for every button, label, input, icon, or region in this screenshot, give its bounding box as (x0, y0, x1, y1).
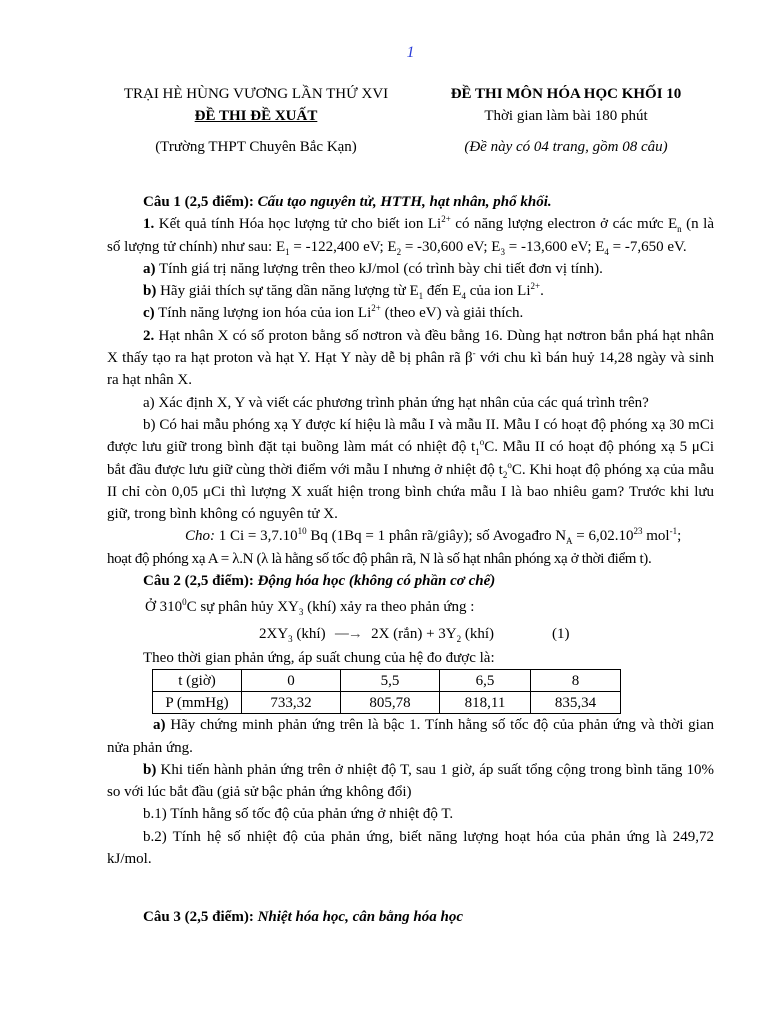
q2-table-intro: Theo thời gian phản ứng, áp suất chung của hệ đo được là: (143, 649, 495, 666)
given-text: Bq (1Bq = 1 phân rã/giây); số Avogađro N (310, 528, 567, 545)
pressure-table (152, 669, 621, 714)
q2-intro (107, 596, 714, 618)
item-label: b) (143, 283, 157, 300)
item-text: C. Khi hoạt độ phóng xạ của mẫu II chỉ còn 0,05 μCi thì lượng X xuất hiện trong bình chứa mẫu I là bao nhiêu gam? Trước khi lưu giữ, trong bình không có nguyên tử X. (107, 461, 714, 523)
table-cell: 805,78 (341, 692, 440, 714)
avogadro-sub: A (566, 536, 573, 547)
level-sub: 3 (500, 246, 505, 257)
reaction-arrow-icon: ⎯⎯→ (334, 625, 362, 642)
school-name: (Trường THPT Chuyên Bắc Kạn) (155, 139, 357, 155)
item-text: (theo eV) và giải thích. (384, 305, 524, 322)
page-number: 1 (406, 44, 415, 61)
item-label: a) (143, 260, 156, 277)
table-cell: 733,32 (242, 692, 341, 714)
level-sub: n (677, 224, 682, 235)
q1-part2-text: với chu kì bán huỷ 14,28 ngày và sinh ra hạt nhân X. (107, 350, 714, 389)
q1-part1-text: E (595, 238, 605, 255)
q1-title: Câu 1 (2,5 điểm): (143, 194, 254, 210)
table-row (153, 670, 621, 692)
item-text: b) Có hai mẫu phóng xạ Y được kí hiệu là mẫu I và mẫu II. Mẫu I có hoạt độ phóng xạ 30 mCi được lưu giữ trong bình đặt tại buồng làm mát có nhiệt độ t (107, 416, 714, 456)
item-text: Hãy chứng minh phản ứng trên là bậc 1. Tính hằng số tốc độ của phản ứng và thời gian nửa phản ứng. (107, 717, 715, 756)
q2-b2: b.2) Tính hệ số nhiệt độ của phản ứng, biết năng lượng hoạt hóa của phản ứng là 249,72 kJ/mol. (107, 828, 714, 868)
table-cell: 8 (531, 670, 621, 692)
q1-part1-text: = -13,600 eV; (508, 238, 592, 255)
q1-part1-text: = -7,650 eV. (612, 238, 687, 255)
item-text: Khi tiến hành phản ứng trên ở nhiệt độ T, sau 1 giờ, áp suất tổng cộng trong bình tăng 10% so với lúc bắt đầu (giả sử bậc phản ứng không đổi) (107, 761, 715, 801)
q2-title: Câu 2 (2,5 điểm): (143, 573, 254, 590)
item-text: Hãy giải thích sự tăng dần năng lượng từ E (160, 283, 419, 300)
degree-sup: o (507, 459, 512, 470)
charge-sup: 2+ (530, 281, 541, 292)
q1-part2-number: 2. (143, 327, 155, 344)
q1-topic: Cấu tạo nguyên tử, HTTH, hạt nhân, phổ khối. (257, 194, 552, 210)
q3-title: Câu 3 (2,5 điểm): (143, 909, 254, 926)
eq-text: (khí) (464, 625, 495, 642)
eq-text: 2XY (259, 625, 289, 642)
level-sub: 4 (604, 246, 609, 257)
q1-part1-number: 1. (143, 216, 155, 233)
exam-type: ĐỀ THI ĐỀ XUẤT (194, 108, 318, 124)
q3-heading (107, 906, 714, 928)
q1-part1 (107, 213, 714, 258)
exam-body (107, 191, 714, 929)
equation-number: (1) (552, 625, 570, 642)
table-cell: 835,34 (531, 692, 621, 714)
degree-sup: 0 (182, 597, 187, 608)
table-cell: P (mmHg) (153, 692, 242, 714)
item-text: đến E (426, 283, 462, 300)
q2-topic: Động hóa học (không có phần cơ chế) (257, 573, 496, 590)
level-sub: 1 (418, 291, 424, 302)
table-cell: 5,5 (341, 670, 440, 692)
q1-part1-text: có năng lượng electron ở các mức E (455, 216, 678, 233)
formula-sub: 3 (288, 633, 293, 644)
exponent-sup: 10 (297, 526, 307, 537)
level-sub: 2 (396, 246, 402, 257)
q1-part2 (107, 325, 714, 392)
q1-1c (107, 302, 714, 324)
item-label: c) (143, 305, 155, 322)
exam-header (101, 83, 721, 158)
given-text: mol (646, 528, 670, 545)
charge-sup: 2+ (441, 214, 451, 225)
item-text: của ion Li (469, 283, 531, 300)
item-text: Tính giá trị năng lượng trên theo kJ/mol (có trình bày chi tiết đơn vị tính). (158, 260, 603, 277)
q1-heading (107, 191, 714, 213)
exponent-sup: -1 (669, 526, 678, 537)
intro-text: (khí) xảy ra theo phản ứng : (307, 599, 475, 616)
eq-text: 2X (rắn) + 3Y (371, 625, 457, 642)
item-label: a) (153, 717, 166, 734)
q1-2b (107, 414, 714, 525)
exponent-sup: 23 (633, 526, 643, 537)
q1-part1-text: = -122,400 eV; E (293, 238, 397, 255)
q1-given (107, 525, 714, 547)
temp-sub: 2 (502, 469, 508, 480)
level-sub: 1 (285, 246, 290, 257)
item-text: C. Mẫu II có hoạt độ phóng xạ 5 μCi bắt đầu được lưu giữ cùng thời điểm với mẫu I nhưng ở nhiệt độ t (107, 439, 714, 478)
camp-name: TRẠI HÈ HÙNG VƯƠNG LẦN THỨ XVI (123, 86, 389, 102)
formula-sub: 2 (456, 633, 462, 644)
table-cell: 818,11 (440, 692, 531, 714)
q2-b (107, 759, 714, 804)
exam-page-info: (Đề này có 04 trang, gồm 08 câu) (464, 139, 668, 155)
q1-1b: b) Hãy giải thích sự tăng dần năng lượng từ $E_1$ đến $E_4$ của ion $Li^{2+}$. (143, 281, 544, 302)
q1-part1-text: = -30,600 eV; E (404, 238, 501, 255)
q2-equation (107, 623, 714, 645)
q1-part1-text: Kết quả tính Hóa học lượng tử cho biết ion Li (158, 216, 442, 233)
given-text: 1 Ci = 3,7.10 (218, 528, 298, 545)
table-cell: 0 (242, 670, 341, 692)
item-text: Tính năng lượng ion hóa của ion Li (158, 305, 372, 322)
formula-sub: 3 (298, 607, 304, 618)
table-row (153, 692, 621, 714)
degree-sup: o (479, 437, 485, 448)
given-label: Cho: (185, 528, 215, 545)
charge-sup: 2+ (371, 303, 381, 314)
given-text: ; (677, 528, 682, 545)
item-label: b) (143, 761, 157, 778)
level-sub: 4 (461, 291, 466, 302)
given-text: = 6,02.10 (576, 528, 634, 545)
q2-a (107, 714, 714, 759)
q1-part2-text: Hạt nhân X có số proton bằng số nơtron và đều bằng 16. Dùng hạt nơtron bắn phá hạt nhân X thấy tạo ra hạt proton và hạt Y. Hạt Y này dễ bị phân rã β (107, 327, 715, 367)
eq-text: (khí) (296, 625, 326, 642)
q1-2a: a) Xác định X, Y và viết các phương trình phản ứng hạt nhân của các quá trình trên? (143, 394, 649, 411)
q1-given-cont: hoạt độ phóng xạ A = λ.N (λ là hằng số tốc độ phân rã, N là số hạt nhân phóng xạ ở thời điểm t). (107, 550, 652, 567)
intro-text: Ở 310 (145, 599, 183, 616)
exam-subject: ĐỀ THI MÔN HÓA HỌC KHỐI 10 (450, 86, 682, 102)
table-cell: t (giờ) (153, 670, 242, 692)
table-cell: 6,5 (440, 670, 531, 692)
beta-sup: - (472, 348, 476, 359)
temp-sub: 1 (475, 447, 480, 458)
intro-text: C sự phân hủy XY (186, 599, 299, 616)
exam-duration: Thời gian làm bài 180 phút (484, 108, 648, 124)
q2-heading (107, 570, 714, 592)
q1-1a (107, 258, 714, 280)
q3-topic: Nhiệt hóa học, cân bằng hóa học (257, 909, 464, 926)
q1-part1-text: (n là số lượng tử chính) như sau: E (107, 216, 714, 255)
q2-b1: b.1) Tính hằng số tốc độ của phản ứng ở nhiệt độ T. (143, 806, 454, 823)
